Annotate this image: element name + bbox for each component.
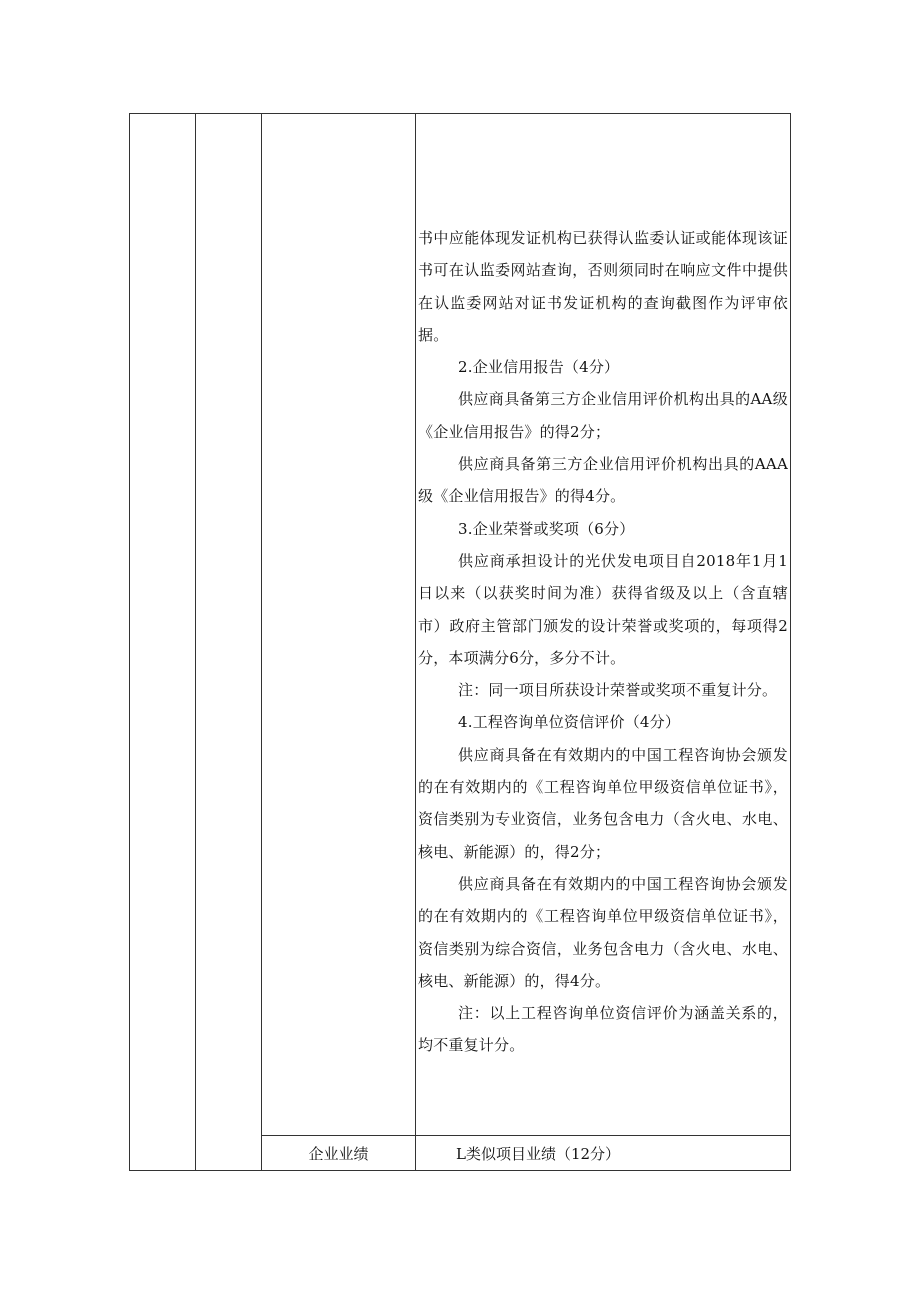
criteria-paragraph: 供应商具备在有效期内的中国工程咨询协会颁发的在有效期内的《工程咨询单位甲级资信单位证书》，资信类别为综合资信，业务包含电力（含火电、水电、核电、新能源）的，得4分。: [418, 874, 788, 990]
table-row: [130, 114, 791, 1136]
criteria-paragraph: 供应商承担设计的光伏发电项目自2018年1月1日以来（以获奖时间为准）获得省级及以上（含直辖市）政府主管部门颁发的设计荣誉或奖项的，每项得2分，本项满分6分，多分不计。: [418, 551, 788, 667]
criteria-paragraph: 2.企业信用报告（4分）: [458, 358, 620, 377]
scoring-table: [129, 113, 791, 1171]
criteria-paragraph: 供应商具备在有效期内的中国工程咨询协会颁发的在有效期内的《工程咨询单位甲级资信单位证书》，资信类别为专业资信，业务包含电力（含火电、水电、核电、新能源）的，得2分；: [418, 745, 788, 861]
criteria-paragraph: 供应商具备第三方企业信用评价机构出具的AAA级《企业信用报告》的得4分。: [418, 455, 788, 506]
empty-cell: [196, 114, 262, 1171]
criteria-paragraph: 4.工程咨询单位资信评价（4分）: [458, 713, 681, 732]
item-cell: L类似项目业绩（12分）: [416, 1136, 791, 1171]
criteria-paragraph: 注：以上工程咨询单位资信评价为涵盖关系的，均不重复计分。: [418, 1004, 788, 1055]
empty-cell: [130, 114, 196, 1171]
criteria-paragraph: 3.企业荣誉或奖项（6分）: [458, 519, 635, 538]
criteria-paragraph: 注：同一项目所获设计荣誉或奖项不重复计分。: [458, 681, 778, 700]
criteria-paragraph: 供应商具备第三方企业信用评价机构出具的AA级《企业信用报告》的得2分；: [418, 390, 788, 441]
criteria-paragraph: 书中应能体现发证机构已获得认监委认证或能体现该证书可在认监委网站查询，否则须同时在响应文件中提供在认监委网站对证书发证机构的查询截图作为评审依据。: [418, 229, 788, 344]
category-cell: 企业业绩: [262, 1136, 416, 1171]
empty-cell: [262, 114, 416, 1136]
criteria-paragraphs: [418, 222, 788, 1062]
criteria-content-cell: [416, 114, 791, 1136]
